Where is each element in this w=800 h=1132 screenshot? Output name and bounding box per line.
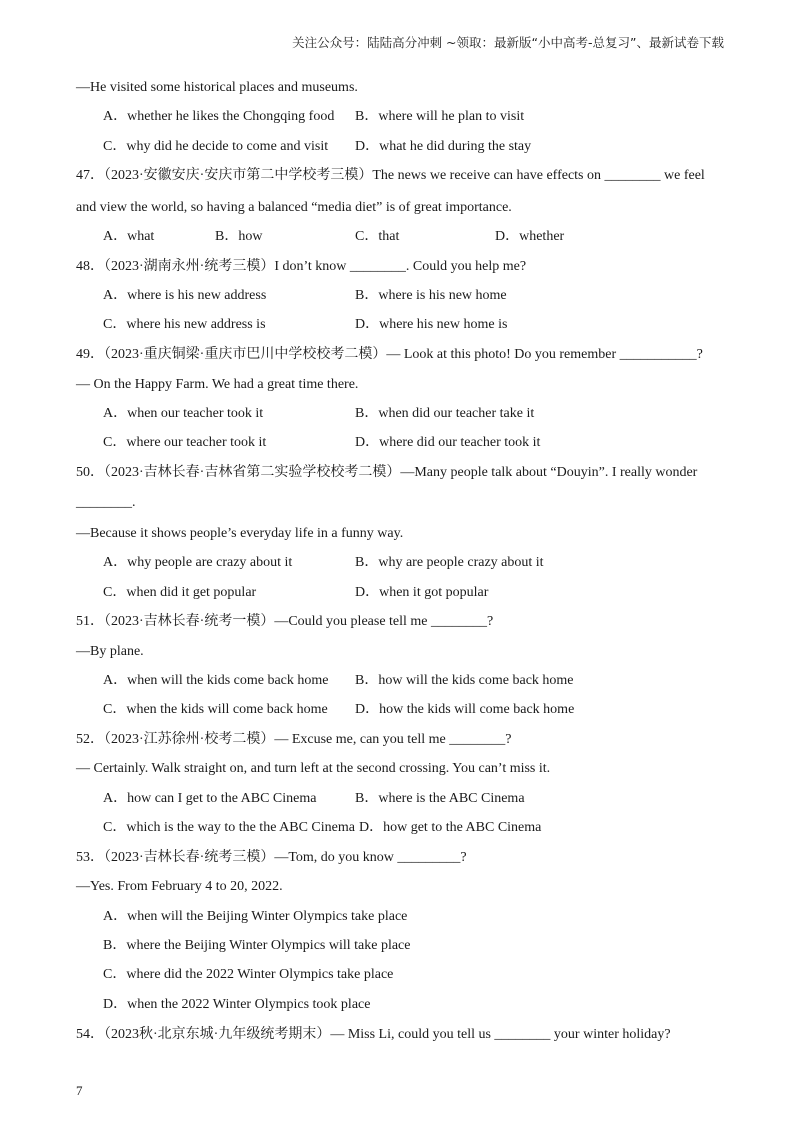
q49-option-a: A．when our teacher took it — [103, 406, 264, 421]
q48-option-c: C．where his new address is — [103, 317, 266, 332]
q52-option-a: A．how can I get to the ABC Cinema — [103, 791, 317, 806]
q51-option-d: D．how the kids will come back home — [355, 702, 575, 717]
q52-option-d: D．how get to the ABC Cinema — [359, 820, 542, 835]
q46-option-d: D．what he did during the stay — [355, 139, 532, 154]
q49-option-c: C．where our teacher took it — [103, 435, 267, 450]
header-note: 关注公众号：陆陆高分冲刺 ~领取：最新版“小中高考-总复习”、最新试卷下载 — [292, 35, 724, 50]
q51-option-a: A．when will the kids come back home — [103, 673, 329, 688]
q48-option-d: D．where his new home is — [355, 317, 508, 332]
q48-option-a: A．where is his new address — [103, 288, 267, 303]
q50-option-c: C．when did it get popular — [103, 585, 257, 600]
q50-stem-line-2: ________. — [76, 495, 136, 510]
q53-option-b: B．where the Beijing Winter Olympics will take place — [103, 938, 411, 953]
q52-option-c: C．which is the way to the the ABC Cinema — [103, 820, 355, 835]
q50-option-a: A．why people are crazy about it — [103, 555, 293, 570]
q53-option-c: C．where did the 2022 Winter Olympics take place — [103, 967, 394, 982]
q47-option-a: A．what — [103, 229, 155, 244]
page-number: 7 — [76, 1083, 83, 1098]
q50-option-d: D．when it got popular — [355, 585, 489, 600]
q47-stem-line-2: and view the world, so having a balanced “media diet” is of great importance. — [76, 200, 512, 215]
q54-stem: 54．（2023秋·北京东城·九年级统考期末）— Miss Li, could you tell us ________ your winter holiday? — [76, 1027, 671, 1042]
q46-answer-line: —He visited some historical places and museums. — [76, 80, 358, 95]
q50-stem-line-1: 50．（2023·吉林长春·吉林省第二实验学校校考二模）—Many people talk about “Douyin”. I really wonder — [76, 465, 698, 480]
q47-option-d: D．whether — [495, 229, 565, 244]
q51-stem-line-1: 51．（2023·吉林长春·统考一模）—Could you please tell me ________? — [76, 614, 494, 629]
q50-stem-line-3: —Because it shows people’s everyday life in a funny way. — [76, 526, 404, 541]
q52-stem-line-1: 52．（2023·江苏徐州·校考二模）— Excuse me, can you tell me ________? — [76, 732, 512, 747]
q46-option-b: B．where will he plan to visit — [355, 109, 525, 124]
q51-option-b: B．how will the kids come back home — [355, 673, 574, 688]
q47-stem-line-1: 47．（2023·安徽安庆·安庆市第二中学校考三模）The news we receive can have effects on ________ we feel — [76, 168, 705, 183]
q53-option-a: A．when will the Beijing Winter Olympics take place — [103, 909, 408, 924]
q46-option-c: C．why did he decide to come and visit — [103, 139, 329, 154]
q51-option-c: C．when the kids will come back home — [103, 702, 328, 717]
q53-stem-line-2: —Yes. From February 4 to 20, 2022. — [76, 879, 283, 894]
q47-option-b: B．how — [215, 229, 263, 244]
q52-stem-line-2: — Certainly. Walk straight on, and turn left at the second crossing. You can’t miss it. — [76, 761, 551, 776]
q53-stem-line-1: 53．（2023·吉林长春·统考三模）—Tom, do you know _________? — [76, 850, 467, 865]
q49-option-b: B．when did our teacher take it — [355, 406, 535, 421]
q48-option-b: B．where is his new home — [355, 288, 507, 303]
q49-stem-line-2: — On the Happy Farm. We had a great time there. — [76, 377, 359, 392]
q51-stem-line-2: —By plane. — [76, 644, 144, 659]
q52-option-b: B．where is the ABC Cinema — [355, 791, 525, 806]
q48-stem: 48．（2023·湖南永州·统考三模）I don’t know ________. Could you help me? — [76, 259, 527, 274]
q49-stem-line-1: 49．（2023·重庆铜梁·重庆市巴川中学校校考二模）— Look at this photo! Do you remember ___________? — [76, 347, 703, 362]
q50-option-b: B．why are people crazy about it — [355, 555, 544, 570]
q53-option-d: D．when the 2022 Winter Olympics took place — [103, 997, 371, 1012]
q47-option-c: C．that — [355, 229, 400, 244]
q49-option-d: D．where did our teacher took it — [355, 435, 541, 450]
q46-option-a: A．whether he likes the Chongqing food — [103, 109, 335, 124]
